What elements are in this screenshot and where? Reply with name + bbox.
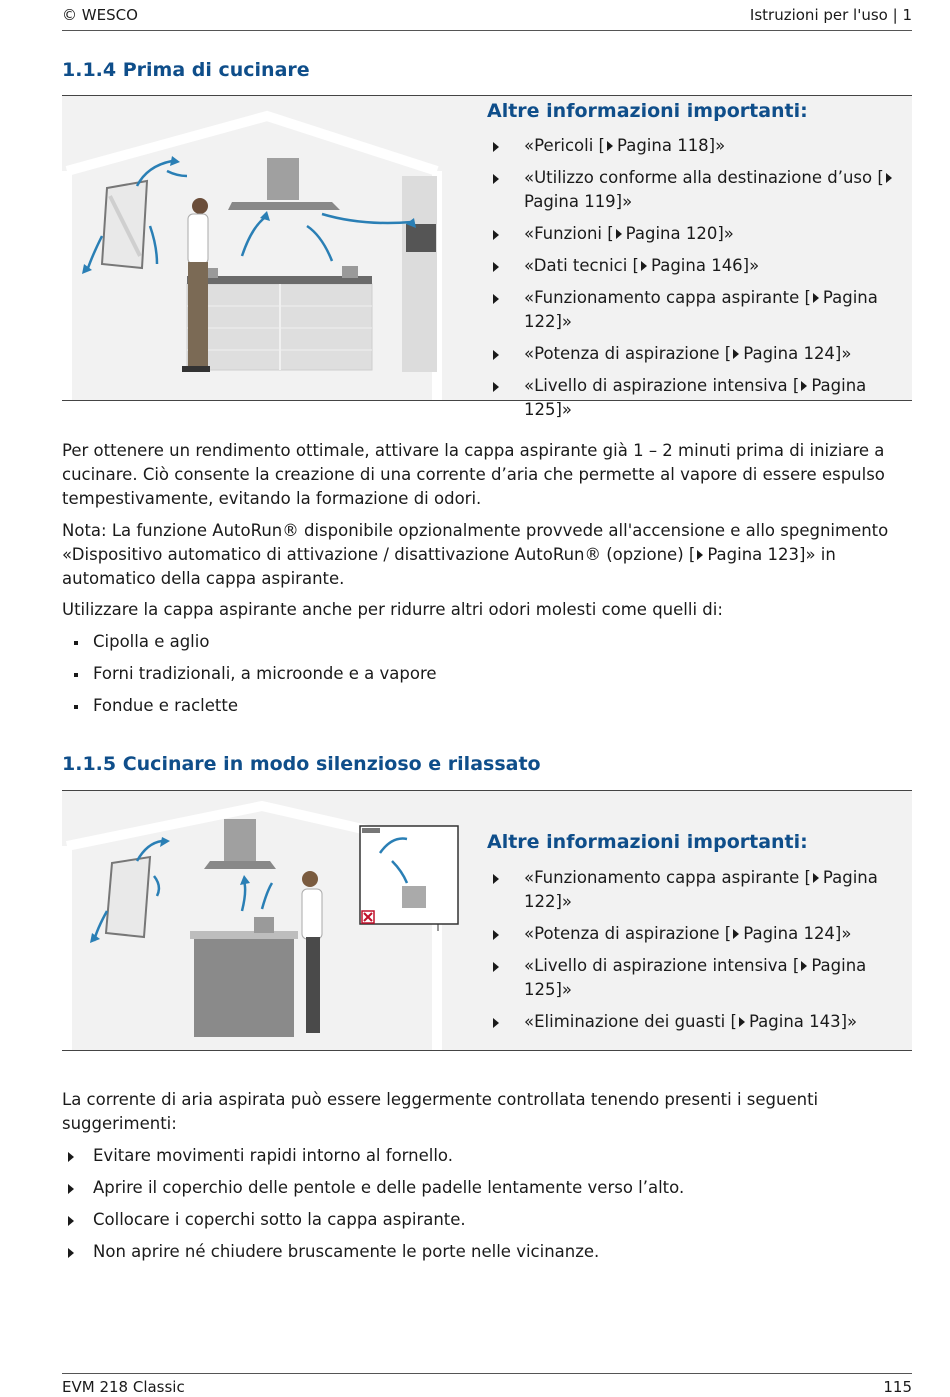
page-ref-icon <box>813 293 819 303</box>
bullet-arrow-icon <box>493 350 499 360</box>
related-link[interactable]: «Utilizzo conforme alla destinazione d’uso [Pagina 119]» <box>493 166 908 214</box>
bullet-arrow-icon <box>68 1248 74 1258</box>
info-title-1: Altre informazioni importanti: <box>487 100 808 122</box>
page-ref-icon <box>697 550 703 560</box>
list-item: Cipolla e aglio <box>62 630 912 654</box>
page-ref-icon <box>733 349 739 359</box>
bullet-arrow-icon <box>493 174 499 184</box>
footer-rule <box>62 1373 912 1374</box>
related-link[interactable]: «Funzionamento cappa aspirante [ Pagina 122]» <box>493 286 908 334</box>
bullet-arrow-icon <box>68 1152 74 1162</box>
page-ref-icon <box>801 961 807 971</box>
paragraph-autorun: Nota: La funzione AutoRun® disponibile opzionalmente provvede all'accensione e allo spegnimento «Dispositivo automatico di attivazione / disattivazione AutoRun® (opzione) [ Pagina 123]» in automatico della cappa aspirante. <box>62 521 889 588</box>
bullet-square-icon <box>74 705 78 709</box>
page-ref-icon <box>607 141 613 151</box>
bullet-arrow-icon <box>68 1216 74 1226</box>
hood-icon <box>228 158 340 210</box>
paragraph-airflow: La corrente di aria aspirata può essere leggermente controllata tenendo presenti i seguenti suggerimenti: <box>62 1090 819 1133</box>
bullet-arrow-icon <box>493 930 499 940</box>
bullet-arrow-icon <box>493 874 499 884</box>
related-link[interactable]: «Potenza di aspirazione [ Pagina 124]» <box>493 922 908 946</box>
page-ref-icon <box>886 173 892 183</box>
list-item: Forni tradizionali, a microonde e a vapore <box>62 662 912 686</box>
page-ref-icon <box>739 1017 745 1027</box>
page-number: 115 <box>883 1378 912 1396</box>
person-icon <box>182 198 210 372</box>
page-ref-icon <box>733 929 739 939</box>
autorun-page-link[interactable]: Pagina 123]» in automatico della cappa aspirante. <box>62 545 836 588</box>
bullet-arrow-icon <box>493 1018 499 1028</box>
page-ref-icon <box>813 873 819 883</box>
list-item: Fondue e raclette <box>62 694 912 718</box>
paragraph-odors: Utilizzare la cappa aspirante anche per ridurre altri odori molesti come quelli di: <box>62 600 723 619</box>
info-panel-1 <box>62 95 912 419</box>
window-icon <box>102 181 147 268</box>
bullet-arrow-icon <box>493 262 499 272</box>
section-2-heading: 1.1.5 Cucinare in modo silenzioso e rilassato <box>62 753 541 775</box>
related-link[interactable]: «Potenza di aspirazione [ Pagina 124]» <box>493 342 908 366</box>
window-icon <box>106 857 150 937</box>
related-links-1 <box>493 134 908 430</box>
paragraph-preheat: Per ottenere un rendimento ottimale, attivare la cappa aspirante già 1 – 2 minuti prima di iniziare a cucinare. Ciò consente la creazione di una corrente d’aria che permette al vapore di essere espulso tempestivamente, evitando la formazione di odori. <box>62 441 885 508</box>
related-links-2 <box>493 866 908 1042</box>
hood-icon <box>204 819 276 869</box>
page-ref-icon <box>641 261 647 271</box>
header-left: © WESCO <box>62 6 138 24</box>
bullet-arrow-icon <box>493 230 499 240</box>
header-right: Istruzioni per l'uso | 1 <box>749 6 912 24</box>
related-link[interactable]: «Dati tecnici [ Pagina 146]» <box>493 254 908 278</box>
bullet-arrow-icon <box>493 142 499 152</box>
list-item: Aprire il coperchio delle pentole e delle padelle lentamente verso l’alto. <box>62 1176 912 1200</box>
bullet-square-icon <box>74 641 78 645</box>
related-link[interactable]: «Funzionamento cappa aspirante [ Pagina 122]» <box>493 866 908 914</box>
footer-left: EVM 218 Classic <box>62 1378 185 1396</box>
person-icon <box>302 871 322 1033</box>
page-ref-icon <box>801 381 807 391</box>
bullet-arrow-icon <box>68 1184 74 1194</box>
info-title-2: Altre informazioni importanti: <box>487 831 808 853</box>
wrong-example-inset <box>360 826 458 931</box>
related-link[interactable]: «Funzioni [ Pagina 120]» <box>493 222 908 246</box>
header-rule <box>62 30 912 31</box>
kitchen-illustration-2 <box>62 791 482 1050</box>
bullet-arrow-icon <box>493 382 499 392</box>
list-item: Non aprire né chiudere bruscamente le porte nelle vicinanze. <box>62 1240 912 1264</box>
section-1-heading: 1.1.4 Prima di cucinare <box>62 59 310 81</box>
related-link[interactable]: «Pericoli [ Pagina 118]» <box>493 134 908 158</box>
odor-list <box>62 630 912 726</box>
bullet-square-icon <box>74 673 78 677</box>
info-panel-2 <box>62 790 912 1051</box>
kitchen-illustration-1 <box>62 96 482 400</box>
related-link[interactable]: «Livello di aspirazione intensiva [ Pagina 125]» <box>493 954 908 1002</box>
list-item: Collocare i coperchi sotto la cappa aspirante. <box>62 1208 912 1232</box>
bullet-arrow-icon <box>493 294 499 304</box>
related-link[interactable]: «Livello di aspirazione intensiva [ Pagina 125]» <box>493 374 908 422</box>
tips-list <box>62 1144 912 1272</box>
related-link[interactable]: «Eliminazione dei guasti [ Pagina 143]» <box>493 1010 908 1034</box>
list-item: Evitare movimenti rapidi intorno al fornello. <box>62 1144 912 1168</box>
bullet-arrow-icon <box>493 962 499 972</box>
page-ref-icon <box>616 229 622 239</box>
